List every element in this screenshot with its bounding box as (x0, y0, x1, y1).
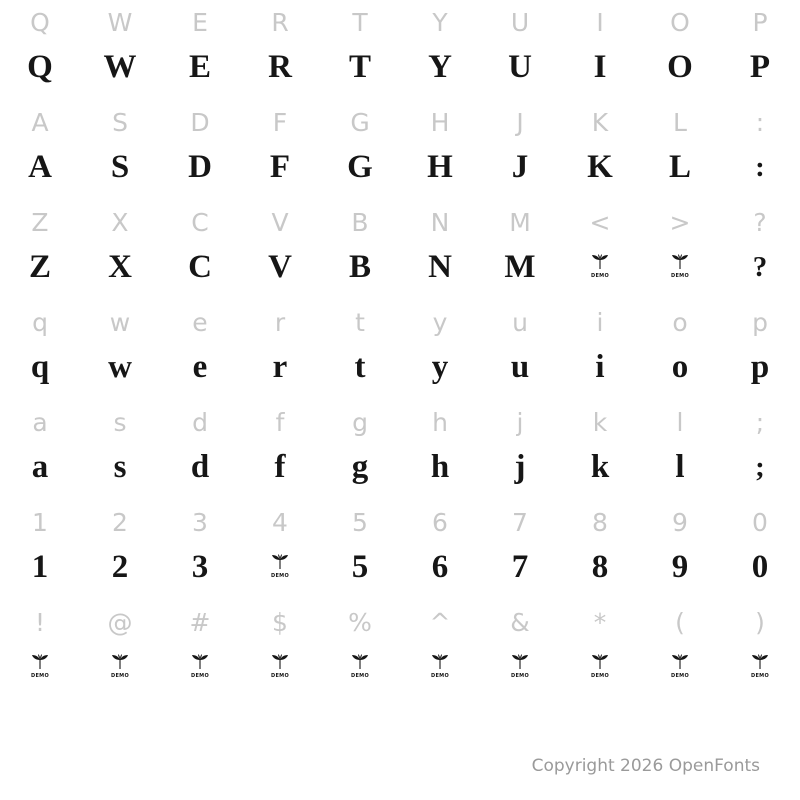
glyph-character: F (269, 148, 291, 185)
glyph-character: H (427, 148, 453, 185)
glyph-character: I (593, 48, 607, 85)
glyph-character: u (510, 348, 530, 385)
glyph-character: q (30, 348, 50, 385)
glyph-cell (240, 600, 320, 700)
key-label: u (512, 307, 528, 337)
glyph-cell (640, 0, 720, 100)
key-label: O (670, 7, 690, 37)
glyph-character: A (28, 148, 52, 185)
key-label: o (672, 307, 688, 337)
key-label: @ (107, 607, 133, 637)
key-label: N (430, 207, 450, 237)
glyph-character: p (750, 348, 770, 385)
sprout-icon (267, 654, 293, 680)
demo-placeholder-glyph (0, 644, 80, 690)
key-label: ^ (429, 607, 451, 637)
key-label: r (274, 307, 286, 337)
glyph-cell (0, 200, 80, 300)
key-label: $ (272, 607, 288, 637)
glyph-character: g (351, 448, 369, 485)
key-label: 9 (672, 507, 688, 537)
key-label: Q (30, 7, 50, 37)
footer (0, 756, 800, 776)
demo-placeholder-glyph (400, 644, 480, 690)
glyph-character: 2 (111, 548, 129, 585)
glyph-cell (480, 300, 560, 400)
glyph-cell (160, 0, 240, 100)
glyph-character: G (347, 148, 373, 185)
key-label: l (676, 407, 684, 437)
glyph-character: j (514, 448, 526, 485)
key-label: y (432, 307, 448, 337)
glyph-character: K (587, 148, 613, 185)
key-label: ( (675, 607, 685, 637)
sprout-icon (667, 654, 693, 680)
demo-label: DEMO (271, 673, 289, 679)
glyph-cell (400, 100, 480, 200)
glyph-cell (80, 600, 160, 700)
glyph-cell (80, 400, 160, 500)
glyph-cell (400, 200, 480, 300)
glyph-character: 0 (751, 548, 769, 585)
key-label: p (752, 307, 768, 337)
glyph-character: N (428, 248, 452, 285)
key-label: 3 (192, 507, 208, 537)
key-label: Y (432, 7, 448, 37)
key-label: & (510, 607, 530, 637)
demo-placeholder-glyph (240, 544, 320, 590)
glyph-cell (400, 300, 480, 400)
glyph-cell (640, 500, 720, 600)
glyph-character: 8 (591, 548, 609, 585)
glyph-cell (480, 400, 560, 500)
sprout-icon (667, 254, 693, 280)
glyph-cell (0, 300, 80, 400)
sprout-icon (107, 654, 133, 680)
key-label: ! (34, 607, 46, 637)
sprout-icon (187, 654, 213, 680)
key-label: U (510, 7, 530, 37)
glyph-character: ? (752, 250, 768, 283)
glyph-cell (320, 100, 400, 200)
key-label: D (190, 107, 210, 137)
glyph-cell (240, 300, 320, 400)
glyph-character: t (354, 348, 366, 385)
glyph-cell (640, 400, 720, 500)
key-label: w (109, 307, 131, 337)
glyph-cell (0, 400, 80, 500)
demo-label: DEMO (271, 573, 289, 579)
demo-label: DEMO (591, 273, 609, 279)
glyph-cell (560, 500, 640, 600)
glyph-character: X (108, 248, 132, 285)
demo-placeholder-glyph (560, 644, 640, 690)
glyph-character: M (504, 248, 536, 285)
demo-placeholder-glyph (160, 644, 240, 690)
demo-placeholder-glyph (480, 644, 560, 690)
glyph-character: 9 (671, 548, 689, 585)
key-label: 2 (112, 507, 128, 537)
glyph-character: B (348, 248, 371, 285)
glyph-cell (720, 100, 800, 200)
glyph-character: D (188, 148, 212, 185)
key-label: H (430, 107, 450, 137)
glyph-character: : (755, 150, 765, 183)
glyph-character: ; (755, 450, 765, 483)
glyph-character: R (268, 48, 292, 85)
glyph-cell (480, 600, 560, 700)
glyph-cell (400, 0, 480, 100)
glyph-cell (240, 500, 320, 600)
glyph-cell (160, 400, 240, 500)
demo-placeholder-glyph (320, 644, 400, 690)
glyph-character: 5 (351, 548, 369, 585)
glyph-cell (640, 300, 720, 400)
glyph-cell (320, 600, 400, 700)
glyph-character: E (188, 48, 211, 85)
demo-label: DEMO (671, 673, 689, 679)
key-label: T (352, 7, 368, 37)
key-label: h (432, 407, 448, 437)
key-label: g (352, 407, 368, 437)
glyph-character: Q (27, 48, 53, 85)
glyph-cell (560, 0, 640, 100)
copyright-text: Copyright 2026 OpenFonts (531, 756, 760, 776)
glyph-cell (320, 500, 400, 600)
glyph-cell (240, 0, 320, 100)
glyph-character: 1 (31, 548, 49, 585)
glyph-cell (160, 300, 240, 400)
demo-placeholder-glyph (560, 244, 640, 290)
key-label: 5 (352, 507, 368, 537)
glyph-cell (560, 600, 640, 700)
glyph-character: a (31, 448, 49, 485)
glyph-cell (240, 400, 320, 500)
key-label: S (112, 107, 128, 137)
key-label: 1 (32, 507, 48, 537)
key-label: a (32, 407, 48, 437)
glyph-cell (80, 200, 160, 300)
glyph-character: i (595, 348, 605, 385)
glyph-cell (480, 0, 560, 100)
glyph-cell (0, 0, 80, 100)
glyph-cell (320, 400, 400, 500)
glyph-cell (720, 300, 800, 400)
key-label: # (189, 607, 211, 637)
glyph-character: 3 (191, 548, 209, 585)
glyph-cell (240, 200, 320, 300)
key-label: 8 (592, 507, 608, 537)
glyph-character: S (110, 148, 130, 185)
glyph-cell (400, 500, 480, 600)
key-label: ; (755, 407, 765, 437)
glyph-character: U (508, 48, 532, 85)
demo-label: DEMO (431, 673, 449, 679)
key-label: 7 (512, 507, 528, 537)
glyph-cell (160, 200, 240, 300)
glyph-cell (320, 200, 400, 300)
demo-placeholder-glyph (240, 644, 320, 690)
demo-label: DEMO (111, 673, 129, 679)
demo-label: DEMO (191, 673, 209, 679)
glyph-character: f (274, 448, 286, 485)
key-label: i (596, 307, 604, 337)
key-label: C (191, 207, 209, 237)
glyph-character: 6 (431, 548, 449, 585)
glyph-character: J (511, 148, 529, 185)
sprout-icon (587, 254, 613, 280)
key-label: W (107, 7, 133, 37)
glyph-character: l (675, 448, 685, 485)
key-label: P (752, 7, 768, 37)
glyph-cell (640, 100, 720, 200)
demo-placeholder-glyph (80, 644, 160, 690)
key-label: G (350, 107, 370, 137)
glyph-cell (320, 0, 400, 100)
glyph-cell (640, 200, 720, 300)
key-label: M (509, 207, 531, 237)
glyph-cell (480, 200, 560, 300)
key-label: s (113, 407, 127, 437)
glyph-cell (400, 400, 480, 500)
glyph-character: Y (428, 48, 452, 85)
glyph-character: W (103, 48, 137, 85)
sprout-icon (347, 654, 373, 680)
glyph-cell (640, 600, 720, 700)
glyph-character: T (348, 48, 371, 85)
glyph-cell (80, 500, 160, 600)
key-label: E (192, 7, 208, 37)
key-label: ? (753, 207, 767, 237)
glyph-character: P (749, 48, 771, 85)
glyph-cell (720, 400, 800, 500)
key-label: 4 (272, 507, 288, 537)
key-label: % (348, 607, 372, 637)
glyph-character: r (272, 348, 288, 385)
key-label: k (592, 407, 608, 437)
glyph-character: 7 (511, 548, 529, 585)
glyph-character: k (590, 448, 610, 485)
glyph-cell (720, 0, 800, 100)
glyph-cell (0, 600, 80, 700)
key-label: 6 (432, 507, 448, 537)
glyph-cell (560, 200, 640, 300)
key-label: K (591, 107, 609, 137)
demo-placeholder-glyph (720, 644, 800, 690)
sprout-icon (27, 654, 53, 680)
demo-placeholder-glyph (640, 644, 720, 690)
demo-placeholder-glyph (640, 244, 720, 290)
demo-label: DEMO (31, 673, 49, 679)
key-label: j (516, 407, 524, 437)
key-label: : (755, 107, 765, 137)
glyph-cell (80, 0, 160, 100)
glyph-character: s (113, 448, 127, 485)
glyph-cell (560, 300, 640, 400)
glyph-character: o (671, 348, 689, 385)
sprout-icon (267, 554, 293, 580)
demo-label: DEMO (351, 673, 369, 679)
glyph-cell (480, 500, 560, 600)
glyph-cell (480, 100, 560, 200)
glyph-cell (160, 600, 240, 700)
glyph-cell (160, 100, 240, 200)
sprout-icon (507, 654, 533, 680)
glyph-character: O (667, 48, 693, 85)
key-label: J (516, 107, 524, 137)
sprout-icon (587, 654, 613, 680)
glyph-character: y (431, 348, 449, 385)
demo-label: DEMO (751, 673, 769, 679)
glyph-cell (720, 600, 800, 700)
glyph-character: e (192, 348, 208, 385)
key-label: A (31, 107, 49, 137)
key-label: L (673, 107, 687, 137)
glyph-character: h (430, 448, 450, 485)
key-label: I (596, 7, 604, 37)
glyph-cell (80, 300, 160, 400)
glyph-cell (240, 100, 320, 200)
key-label: R (271, 7, 289, 37)
glyph-character: Z (28, 248, 51, 285)
key-label: ) (755, 607, 765, 637)
key-label: t (355, 307, 365, 337)
key-label: > (669, 207, 691, 237)
key-label: d (192, 407, 208, 437)
sprout-icon (427, 654, 453, 680)
key-label: Z (31, 207, 49, 237)
glyph-cell (80, 100, 160, 200)
glyph-cell (400, 600, 480, 700)
key-label: < (589, 207, 611, 237)
glyph-character: L (668, 148, 691, 185)
glyph-cell (0, 100, 80, 200)
key-label: V (271, 207, 289, 237)
glyph-cell (720, 500, 800, 600)
demo-label: DEMO (591, 673, 609, 679)
key-label: q (32, 307, 48, 337)
glyph-cell (320, 300, 400, 400)
key-label: F (272, 107, 288, 137)
glyph-character: C (188, 248, 212, 285)
glyph-cell (160, 500, 240, 600)
glyph-character: d (190, 448, 210, 485)
sprout-icon (747, 654, 773, 680)
key-label: X (111, 207, 129, 237)
key-label: 0 (752, 507, 768, 537)
demo-label: DEMO (671, 273, 689, 279)
glyph-cell (0, 500, 80, 600)
key-label: * (593, 607, 607, 637)
demo-label: DEMO (511, 673, 529, 679)
glyph-cell (720, 200, 800, 300)
glyph-cell (560, 400, 640, 500)
glyph-cell (560, 100, 640, 200)
glyph-character: w (108, 348, 132, 385)
key-label: f (275, 407, 285, 437)
key-label: B (351, 207, 369, 237)
key-label: e (192, 307, 208, 337)
glyph-character: V (268, 248, 292, 285)
